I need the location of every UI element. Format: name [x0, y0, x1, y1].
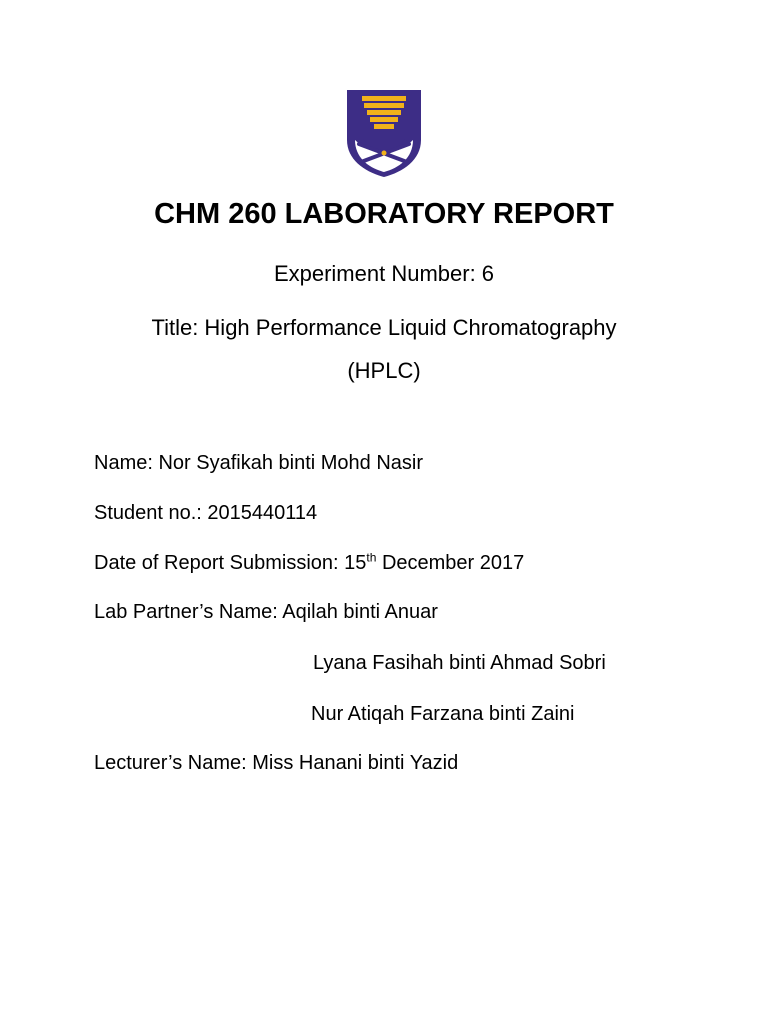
- experiment-title-line-2: (HPLC): [347, 358, 421, 383]
- lab-partner-2: Lyana Fasihah binti Ahmad Sobri: [313, 652, 606, 674]
- experiment-title-line-1: Title: High Performance Liquid Chromatography: [151, 315, 617, 340]
- submission-date: [94, 549, 524, 577]
- student-number: Student no.: 2015440114: [94, 502, 318, 524]
- lab-partner-1: Lab Partner’s Name: Aqilah binti Anuar: [94, 601, 438, 623]
- submission-date-suffix: December 2017: [376, 552, 525, 574]
- report-title: CHM 260 LABORATORY REPORT: [154, 198, 614, 230]
- submission-date-ordinal: th: [366, 550, 377, 565]
- uitm-crest-logo: [345, 88, 423, 178]
- experiment-number: Experiment Number: 6: [273, 261, 495, 286]
- lab-partner-3: Nur Atiqah Farzana binti Zaini: [311, 703, 575, 725]
- submission-date-prefix: Date of Report Submission: 15: [94, 552, 367, 574]
- lecturer-name: Lecturer’s Name: Miss Hanani binti Yazid: [94, 752, 459, 774]
- student-name: Name: Nor Syafikah binti Mohd Nasir: [94, 452, 424, 474]
